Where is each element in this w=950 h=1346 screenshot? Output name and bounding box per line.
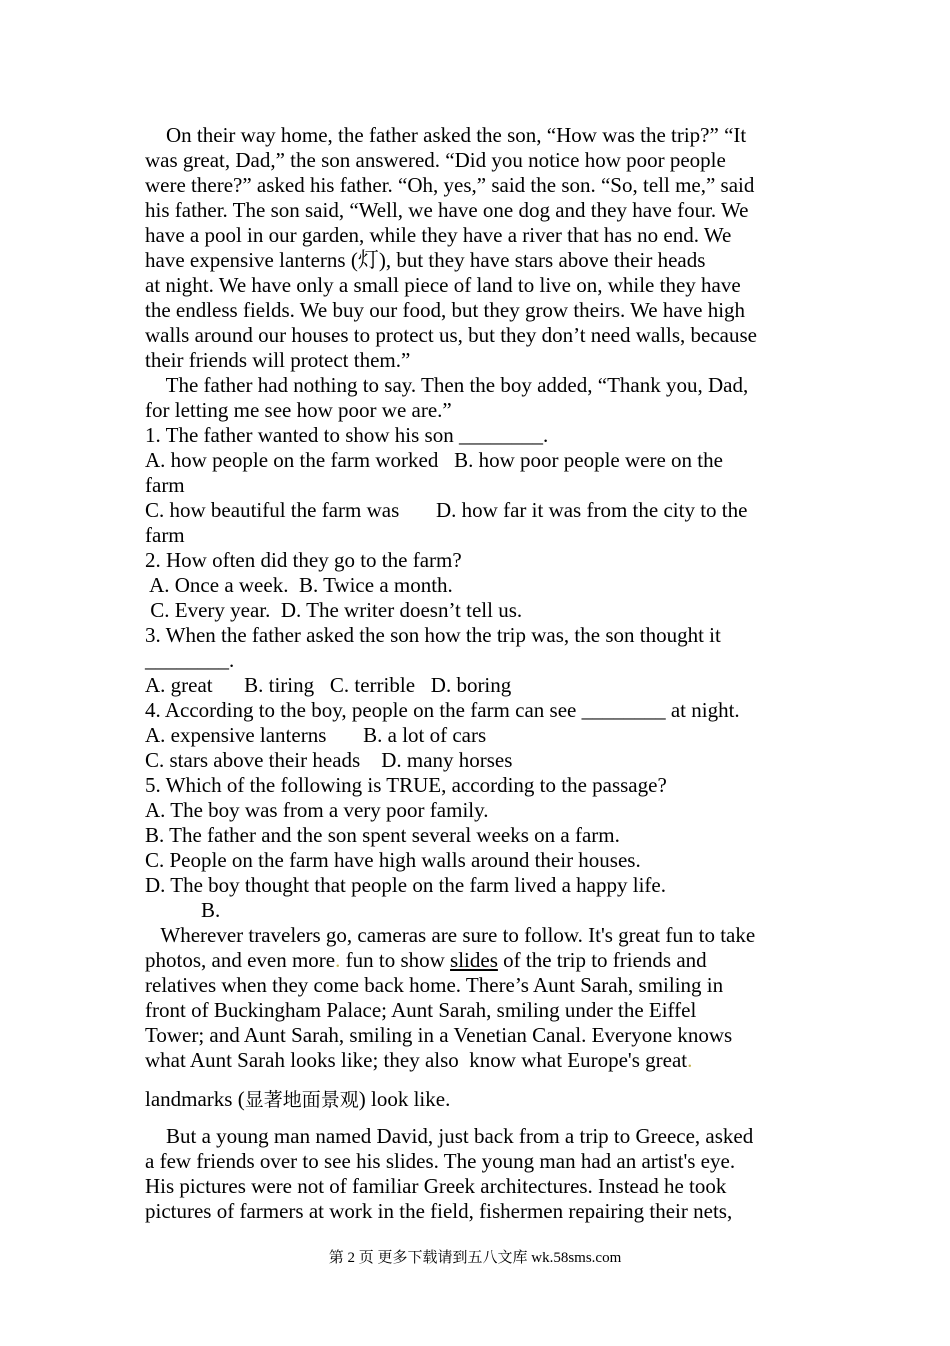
question-line: ________.	[145, 648, 235, 672]
passage-a-line: the endless fields. We buy our food, but they grow theirs. We have high	[145, 298, 746, 322]
passage-a-line: was great, Dad,” the son answered. “Did you notice how poor people	[145, 148, 726, 172]
passage-a-line: at night. We have only a small piece of land to live on, while they have	[145, 273, 741, 297]
passage-a-line: were there?” asked his father. “Oh, yes,” said the son. “So, tell me,” said	[145, 173, 755, 197]
question-line: A. The boy was from a very poor family.	[145, 798, 489, 822]
passage-b-text: fun to show	[340, 948, 451, 972]
inline-mark: .	[335, 948, 341, 972]
passage-b-text: landmarks (	[145, 1087, 245, 1111]
passage-a-line: have expensive lanterns (灯), but they have stars above their heads	[145, 248, 706, 272]
inline-mark: .	[687, 1048, 693, 1072]
question-line: C. how beautiful the farm was D. how far it was from the city to the	[145, 498, 748, 522]
question-line: B. The father and the son spent several weeks on a farm.	[145, 823, 620, 847]
chinese-gloss: 显著地面景观	[244, 1089, 359, 1111]
passage-b-line: Tower; and Aunt Sarah, smiling in a Venetian Canal. Everyone knows	[145, 1023, 733, 1047]
question-line: A. Once a week. B. Twice a month.	[145, 573, 453, 597]
passage-a-line: The father had nothing to say. Then the boy added, “Thank you, Dad,	[145, 373, 749, 397]
question-line: D. The boy thought that people on the farm lived a happy life.	[145, 873, 666, 897]
question-line: C. People on the farm have high walls around their houses.	[145, 848, 641, 872]
passage-a-line: their friends will protect them.”	[145, 348, 411, 372]
question-line: 3. When the father asked the son how the trip was, the son thought it	[145, 623, 721, 647]
passage-b-line: pictures of farmers at work in the field, fishermen repairing their nets,	[145, 1199, 733, 1223]
question-line: farm	[145, 473, 185, 497]
passage-b-line: a few friends over to see his slides. The young man had an artist's eye.	[145, 1149, 736, 1173]
passage-b-line: His pictures were not of familiar Greek architectures. Instead he took	[145, 1174, 727, 1198]
passage-a-line: his father. The son said, “Well, we have one dog and they have four. We	[145, 198, 749, 222]
passage-b-text: photos, and even more	[145, 948, 336, 972]
slides-underlined-word: slides	[450, 948, 498, 972]
question-line: A. great B. tiring C. terrible D. boring	[145, 673, 512, 697]
question-line: 1. The father wanted to show his son ________.	[145, 423, 549, 447]
passage-b-line	[145, 1087, 450, 1113]
passage-b-text: of the trip to friends and	[497, 948, 707, 972]
passage-b-line: front of Buckingham Palace; Aunt Sarah, smiling under the Eiffel	[145, 998, 697, 1022]
passage-a-line: walls around our houses to protect us, but they don’t need walls, because	[145, 323, 757, 347]
passage-b-line: But a young man named David, just back from a trip to Greece, asked	[145, 1124, 754, 1148]
section-b-label: B.	[201, 898, 221, 922]
passage-b-line	[145, 1048, 692, 1073]
question-line: 4. According to the boy, people on the farm can see ________ at night.	[145, 698, 740, 722]
question-line: A. how people on the farm worked B. how poor people were on the	[145, 448, 723, 472]
passage-b-line	[145, 948, 707, 973]
passage-b-line: relatives when they come back home. There’s Aunt Sarah, smiling in	[145, 973, 724, 997]
question-line: C. Every year. D. The writer doesn’t tell us.	[145, 598, 523, 622]
passage-a-line: for letting me see how poor we are.”	[145, 398, 452, 422]
passage-b-text: what Aunt Sarah looks like; they also know what Europe's great	[145, 1048, 688, 1072]
passage-b-text: ) look like.	[358, 1087, 451, 1111]
passage-a-line: On their way home, the father asked the son, “How was the trip?” “It	[145, 123, 747, 147]
question-line: C. stars above their heads D. many horses	[145, 748, 513, 772]
page-footer: 第 2 页 更多下载请到五八文库 wk.58sms.com	[328, 1250, 622, 1266]
question-line: 2. How often did they go to the farm?	[145, 548, 462, 572]
question-line: A. expensive lanterns B. a lot of cars	[145, 723, 487, 747]
passage-a-line: have a pool in our garden, while they have a river that has no end. We	[145, 223, 732, 247]
question-line: farm	[145, 523, 185, 547]
passage-b-line: Wherever travelers go, cameras are sure to follow. It's great fun to take	[145, 923, 756, 947]
question-line: 5. Which of the following is TRUE, according to the passage?	[145, 773, 667, 797]
